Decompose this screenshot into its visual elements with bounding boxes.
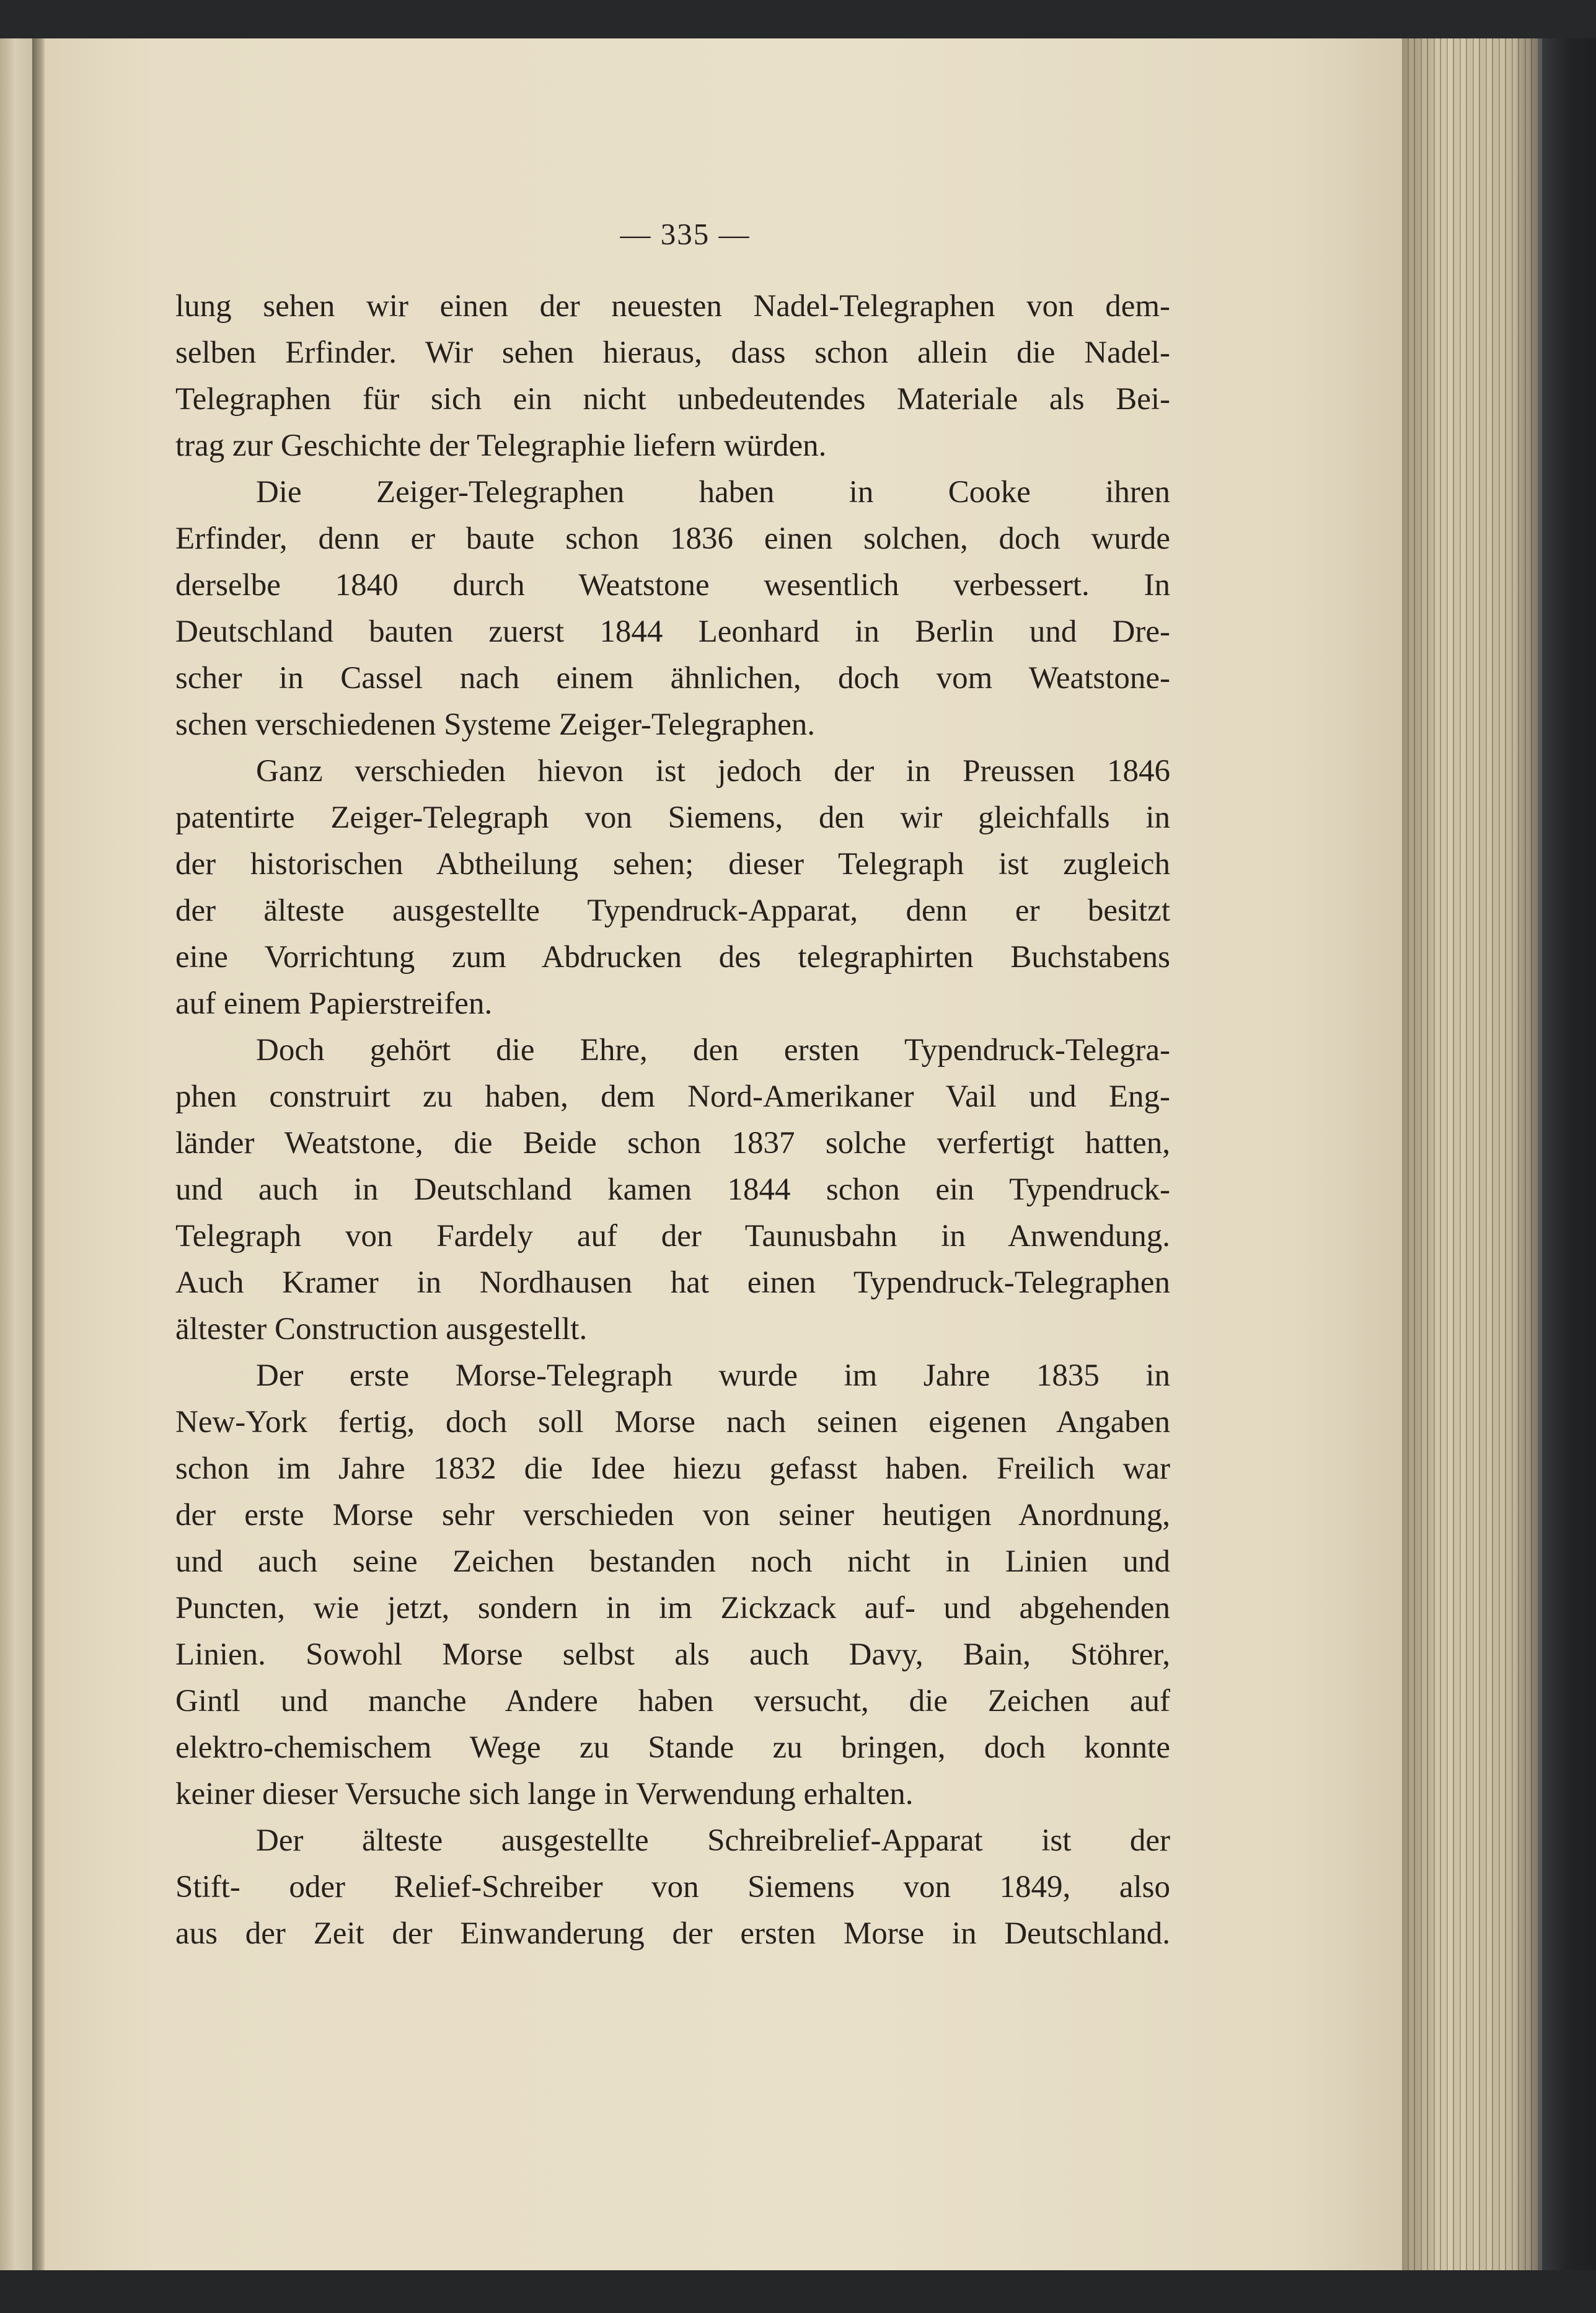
facing-page-edge (0, 38, 34, 2270)
text-line: Telegraphen für sich ein nicht unbedeutendes Materiale als Bei- (175, 382, 1170, 417)
cover-edge (1538, 38, 1542, 2270)
text-line: der erste Morse sehr verschieden von seiner heutigen Anordnung, (175, 1498, 1170, 1532)
text-line: elektro-chemischem Wege zu Stande zu bringen, doch konnte (175, 1730, 1170, 1765)
text-line: Stift- oder Relief-Schreiber von Siemens von 1849, also (175, 1870, 1170, 1904)
paragraph-3 (175, 748, 1170, 1027)
text-line: auf einem Papierstreifen. (175, 986, 493, 1021)
text-line: derselbe 1840 durch Weatstone wesentlich verbessert. In (175, 568, 1170, 603)
text-line: Deutschland bauten zuerst 1844 Leonhard in Berlin und Dre- (175, 614, 1170, 649)
text-line: Der erste Morse-Telegraph wurde im Jahre 1835 in (256, 1358, 1170, 1393)
text-line: schon im Jahre 1832 die Idee hiezu gefasst haben. Freilich war (175, 1451, 1170, 1486)
text-line: selben Erfinder. Wir sehen hieraus, dass schon allein die Nadel- (175, 335, 1170, 370)
text-line: Puncten, wie jetzt, sondern in im Zickzack auf- und abgehenden (175, 1591, 1170, 1625)
binding-gutter (32, 38, 46, 2270)
book-cover-right (1538, 38, 1596, 2270)
text-line: keiner dieser Versuche sich lange in Verwendung erhalten. (175, 1777, 914, 1811)
text-line: schen verschiedenen Systeme Zeiger-Telegraphen. (175, 707, 815, 742)
paragraph-5 (175, 1353, 1170, 1818)
text-line: New-York fertig, doch soll Morse nach seinen eigenen Angaben (175, 1405, 1170, 1440)
text-line: Erfinder, denn er baute schon 1836 einen solchen, doch wurde (175, 521, 1170, 556)
text-line: Gintl und manche Andere haben versucht, die Zeichen auf (175, 1684, 1170, 1718)
paragraph-2 (175, 469, 1170, 748)
text-line: aus der Zeit der Einwanderung der ersten Morse in Deutschland. (175, 1916, 1170, 1951)
book-cover-bottom (0, 2270, 1596, 2313)
text-line: Ganz verschieden hievon ist jedoch der in Preussen 1846 (256, 754, 1170, 789)
text-line: und auch in Deutschland kamen 1844 schon ein Typendruck- (175, 1172, 1170, 1207)
text-line: trag zur Geschichte der Telegraphie liefern würden. (175, 428, 827, 463)
text-line: Auch Kramer in Nordhausen hat einen Typendruck-Telegraphen (175, 1265, 1170, 1300)
text-line: und auch seine Zeichen bestanden noch nicht in Linien und (175, 1544, 1170, 1579)
text-line: Linien. Sowohl Morse selbst als auch Davy, Bain, Stöhrer, (175, 1637, 1170, 1672)
text-line: Der älteste ausgestellte Schreibrelief-Apparat ist der (256, 1823, 1170, 1858)
text-line: patentirte Zeiger-Telegraph von Siemens, den wir gleichfalls in (175, 800, 1170, 835)
text-line: Telegraph von Fardely auf der Taunusbahn in Anwendung. (175, 1219, 1170, 1254)
page-block-shading (1402, 38, 1538, 2270)
text-line: ältester Construction ausgestellt. (175, 1312, 588, 1347)
text-line: länder Weatstone, die Beide schon 1837 solche verfertigt hatten, (175, 1126, 1170, 1161)
text-line: scher in Cassel nach einem ähnlichen, doch vom Weatstone- (175, 661, 1170, 696)
paragraph-1 (175, 283, 1170, 469)
page-number: — 335 — (620, 217, 751, 251)
text-line: Doch gehört die Ehre, den ersten Typendruck-Telegra- (256, 1033, 1170, 1068)
text-line: lung sehen wir einen der neuesten Nadel-Telegraphen von dem- (175, 289, 1170, 324)
paragraph-6 (175, 1818, 1170, 1957)
text-line: Die Zeiger-Telegraphen haben in Cooke ihren (256, 475, 1170, 510)
text-line: eine Vorrichtung zum Abdrucken des telegraphirten Buchstabens (175, 940, 1170, 975)
page-text (175, 211, 1170, 1957)
text-line: der älteste ausgestellte Typendruck-Apparat, denn er besitzt (175, 893, 1170, 928)
book-cover-top (0, 0, 1596, 38)
text-line: der historischen Abtheilung sehen; dieser Telegraph ist zugleich (175, 847, 1170, 882)
text-line: phen construirt zu haben, dem Nord-Amerikaner Vail und Eng- (175, 1079, 1170, 1114)
paragraph-4 (175, 1027, 1170, 1353)
